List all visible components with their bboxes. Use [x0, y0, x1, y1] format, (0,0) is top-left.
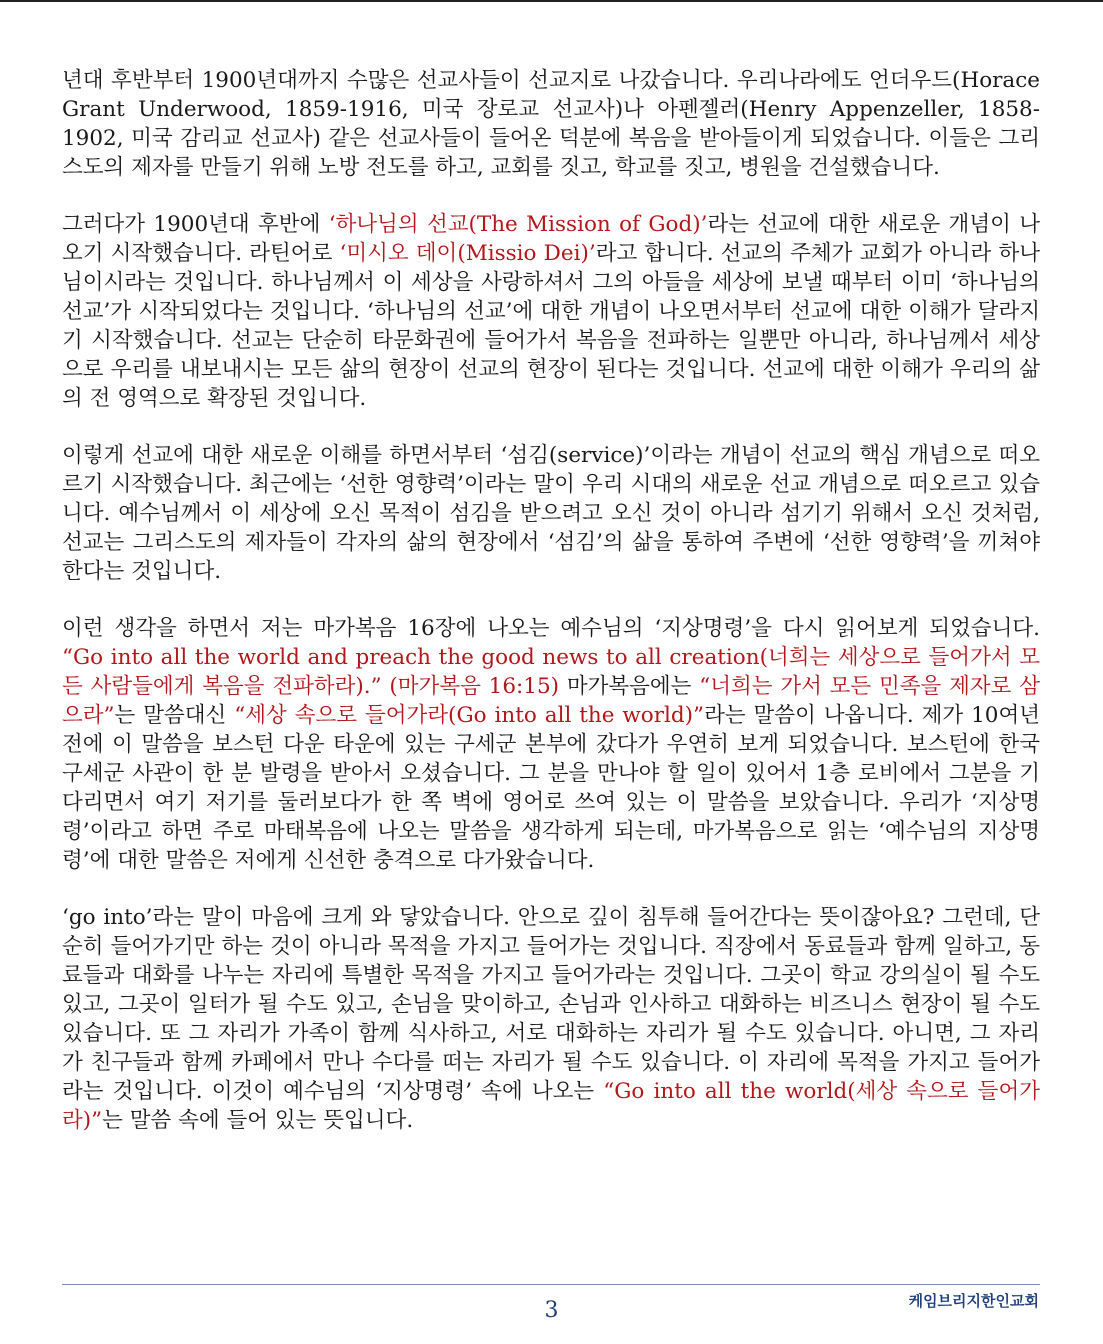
- body-text: 라는 말씀이 나옵니다. 제가 10여년 전에 이 말씀을 보스턴 다운 타운에 있는 구세군 본부에 갔다가 우연히 보게 되었습니다. 보스턴에 한국 구세군 사관이 한 분 발령을 받아서 오셨습니다. 그 분을 만나야 할 일이 있어서 1층 로비에서 그분을 기다리면서 여기 저기를 둘러보다가 한 쪽 벽에 영어로 쓰여 있는 이 말씀을 보았습니다. 우리가 ‘지상명령’이라고 하면 주로 마태복음에 나오는 말씀을 생각하게 되는데, 마가복음으로 읽는 ‘예수님의 지상명령’에 대한 말씀은 저에게 신선한 충격으로 다가왔습니다.: [62, 703, 1041, 873]
- highlighted-text: ‘미시오 데이(Missio Dei)’: [339, 241, 596, 266]
- paragraph: [62, 903, 1040, 1135]
- article-body: [62, 66, 1040, 1163]
- body-text: 그러다가 1900년대 후반에: [62, 212, 329, 237]
- page-number: 3: [544, 1298, 559, 1323]
- highlighted-text: “너희는 가서 모든 민족을 제자로 삼으라”: [62, 674, 1040, 728]
- body-text: 는 말씀대신: [114, 703, 235, 728]
- body-text: 라고 합니다. 선교의 주체가 교회가 아니라 하나님이시라는 것입니다. 하나님께서 이 세상을 사랑하셔서 그의 아들을 세상에 보낼 때부터 이미 ‘하나님의 선교’가 시작되었다는 것입니다. ‘하나님의 선교’에 대한 개념이 나오면서부터 선교에 대한 이해가 달라지기 시작했습니다. 선교는 단순히 타문화권에 들어가서 복음을 전파하는 일뿐만 아니라, 하나님께서 세상으로 우리를 내보내시는 모든 삶의 현장이 선교의 현장이 된다는 것입니다. 선교에 대한 이해가 우리의 삶의 전 영역으로 확장된 것입니다.: [62, 241, 1041, 411]
- body-text: 이렇게 선교에 대한 새로운 이해를 하면서부터 ‘섬김(service)’이라는 개념이 선교의 핵심 개념으로 떠오르기 시작했습니다. 최근에는 ‘선한 영향력’이라는 말이 우리 시대의 새로운 선교 개념으로 떠오르고 있습니다. 예수님께서 이 세상에 오신 목적이 섬김을 받으려고 오신 것이 아니라 섬기기 위해서 오신 것처럼, 선교는 그리스도의 제자들이 각자의 삶의 현장에서 ‘섬김’의 삶을 통하여 주변에 ‘선한 영향력’을 끼쳐야 한다는 것입니다.: [62, 443, 1040, 584]
- body-text: 라는 선교에 대한 새로운 개념이 나오기 시작했습니다. 라틴어로: [62, 212, 1040, 266]
- paragraph: [62, 66, 1040, 182]
- footer-rule: [62, 1284, 1040, 1285]
- paragraph: [62, 441, 1040, 586]
- body-text: 년대 후반부터 1900년대까지 수많은 선교사들이 선교지로 나갔습니다. 우리나라에도 언더우드(Horace Grant Underwood, 1859-1916, 미국 장로교 선교사)나 아펜젤러(Henry Appenzeller, 1858-1902, 미국 감리교 선교사) 같은 선교사들이 들어온 덕분에 복음을 받아들이게 되었습니다. 이들은 그리스도의 제자를 만들기 위해 노방 전도를 하고, 교회를 짓고, 학교를 짓고, 병원을 건설했습니다.: [62, 68, 1040, 180]
- body-text: ‘go into’라는 말이 마음에 크게 와 닿았습니다. 안으로 깊이 침투해 들어간다는 뜻이잖아요? 그런데, 단순히 들어가기만 하는 것이 아니라 목적을 가지고 들어가는 것입니다. 직장에서 동료들과 함께 일하고, 동료들과 대화를 나누는 자리에 특별한 목적을 가지고 들어가라는 것입니다. 그곳이 학교 강의실이 될 수도 있고, 그곳이 일터가 될 수도 있고, 손님을 맞이하고, 손님과 인사하고 대화하는 비즈니스 현장이 될 수도 있습니다. 또 그 자리가 가족이 함께 식사하고, 서로 대화하는 자리가 될 수도 있습니다. 아니면, 그 자리가 친구들과 함께 카페에서 만나 수다를 떠는 자리가 될 수도 있습니다. 이 자리에 목적을 가지고 들어가라는 것입니다. 이것이 예수님의 ‘지상명령’ 속에 나오는: [62, 905, 1040, 1104]
- highlighted-text: “Go into all the world and preach the good news to all creation(너희는 세상으로 들어가서 모든 사람들에게 복음을 전파하라).” (마가복음 16:15): [62, 645, 1040, 699]
- body-text: 이런 생각을 하면서 저는 마가복음 16장에 나오는 예수님의 ‘지상명령’을 다시 읽어보게 되었습니다.: [62, 616, 1040, 641]
- highlighted-text: ‘하나님의 선교(The Mission of God)’: [328, 212, 708, 237]
- highlighted-text: “세상 속으로 들어가라(Go into all the world)”: [234, 703, 705, 728]
- body-text: 는 말씀 속에 들어 있는 뜻입니다.: [102, 1108, 414, 1133]
- paragraph: [62, 210, 1040, 413]
- highlighted-text: “Go into all the world(세상 속으로 들어가라)”: [62, 1079, 1040, 1133]
- church-name: 케임브리지한인교회: [908, 1292, 1039, 1310]
- body-text: 마가복음에는: [559, 674, 700, 699]
- paragraph: [62, 614, 1040, 875]
- top-rule: [0, 0, 1103, 2]
